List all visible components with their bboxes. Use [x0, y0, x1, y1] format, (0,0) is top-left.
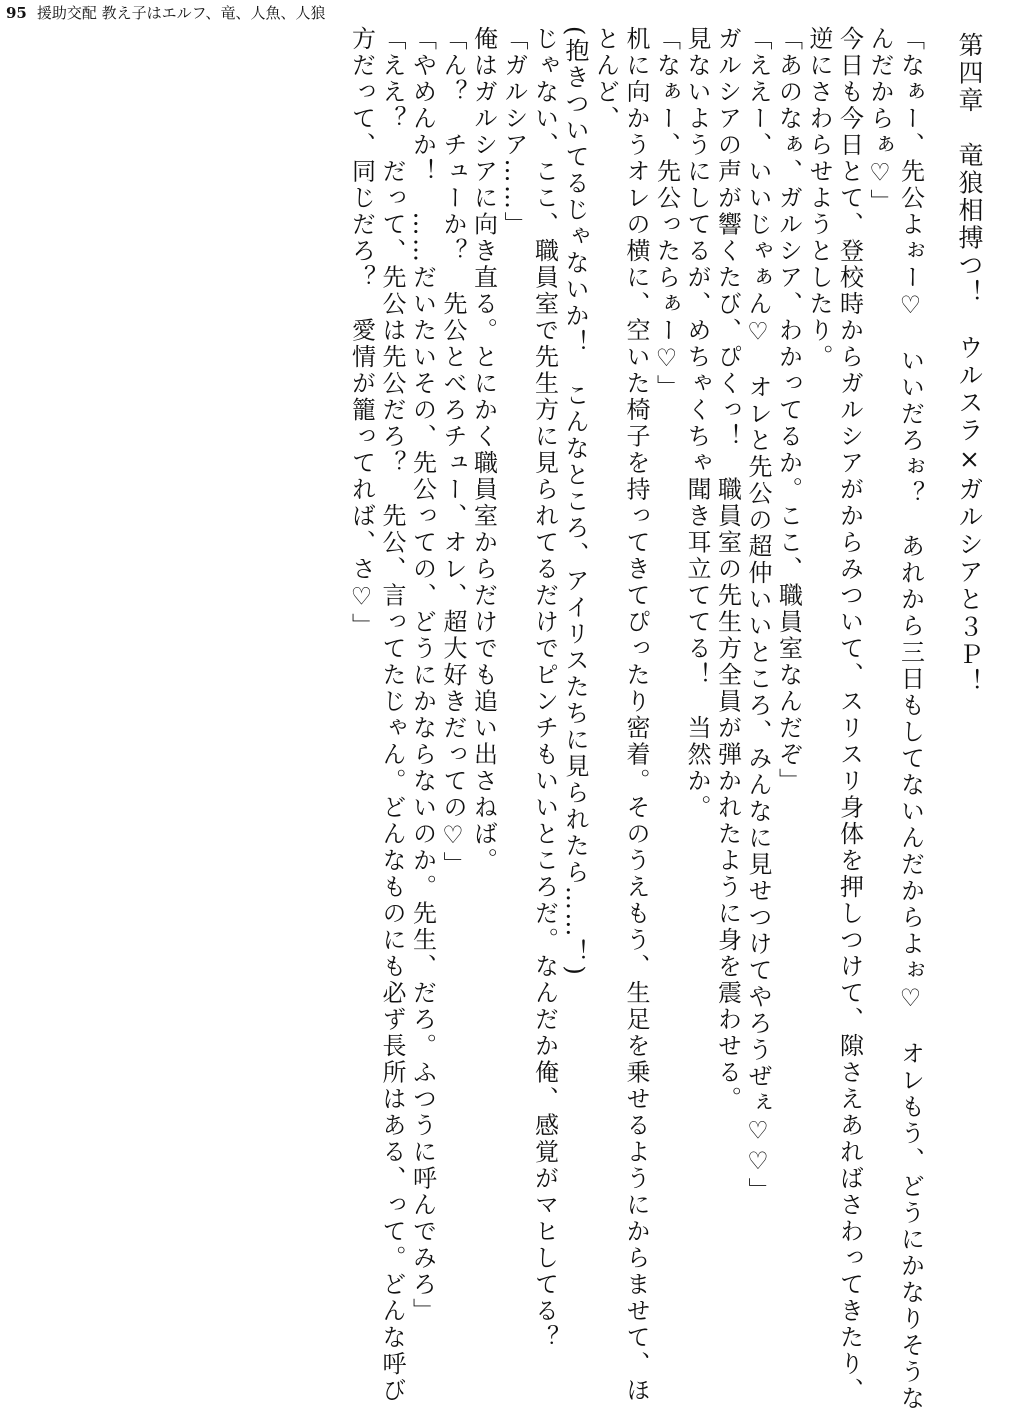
paragraph: 「ん？ チューか？ 先公とべろチュー、オレ、超大好きだっての♡」	[439, 26, 467, 878]
paragraph: ガルシアの声が響くたび、ぴくっ！ 職員室の先生方全員が弾かれたように身を震わせる。	[713, 26, 742, 1113]
paragraph: じゃない、ここ、職員室で先生方に見られてるだけでピンチもいいところだ。なんだか俺、感覚がマヒしてる？	[530, 26, 559, 1351]
paragraph: 俺はガルシアに向き直る。とにかく職員室からだけでも追い出さねば。	[469, 26, 498, 874]
paragraph: 「なぁー、先公よぉー♡ いいだろぉ？ あれから三日もしてないんだからよぉ♡ オレもう、どうにかなりそうなんだからぁ♡」	[866, 26, 925, 1412]
paragraph: 机に向かうオレの横に、空いた椅子を持ってきてぴったり密着。そのうえもう、生足を乗せるようにからませて、ほとんど、	[591, 26, 650, 1404]
paragraph: 「なぁー、先公ったらぁー♡」	[652, 26, 681, 401]
paragraph: 「ええー、いいじゃぁん♡ オレと先公の超仲いいところ、みんなに見せつけてやろうぜぇ♡♡」	[744, 26, 772, 1204]
paragraph: 「あのなぁ、ガルシア、わかってるか。ここ、職員室なんだぞ」	[774, 26, 803, 795]
paragraph: 見ないようにしてるが、めちゃくちゃ聞き耳立ててる！ 当然か。	[683, 26, 711, 821]
paragraph: 「やめんか！ ……だいたいその、先公っての、どうにかならないのか。先生、だろ。ふつうに呼んでみろ」	[408, 26, 437, 1325]
page-number: 95	[6, 4, 27, 22]
paragraph: 「ええ？ だって、先公は先公だろ？ 先公、言ってたじゃん。どんなものにも必ず長所はある、って。どんな呼び方だって、同じだろ？ 愛情が籠ってれば、さ♡」	[347, 26, 406, 1404]
paragraph: (抱きついてるじゃないか！ こんなところ、アイリスたちに見られたら……！)	[561, 26, 589, 978]
paragraph: 今日も今日とて、登校時からガルシアがからみついて、スリスリ身体を押しつけて、隙さえあればさわってきたり、逆にさわらせようとしたり。	[805, 26, 864, 1404]
running-header	[6, 4, 325, 22]
chapter-title: 第四章 竜狼相搏つ！ ウルスラ×ガルシアと３Ｐ！	[955, 32, 984, 696]
paragraph: 「ガルシア……」	[500, 26, 528, 238]
vertical-text-body	[0, 26, 984, 1412]
book-title: 援助交配 教え子はエルフ、竜、人魚、人狼	[36, 4, 326, 22]
